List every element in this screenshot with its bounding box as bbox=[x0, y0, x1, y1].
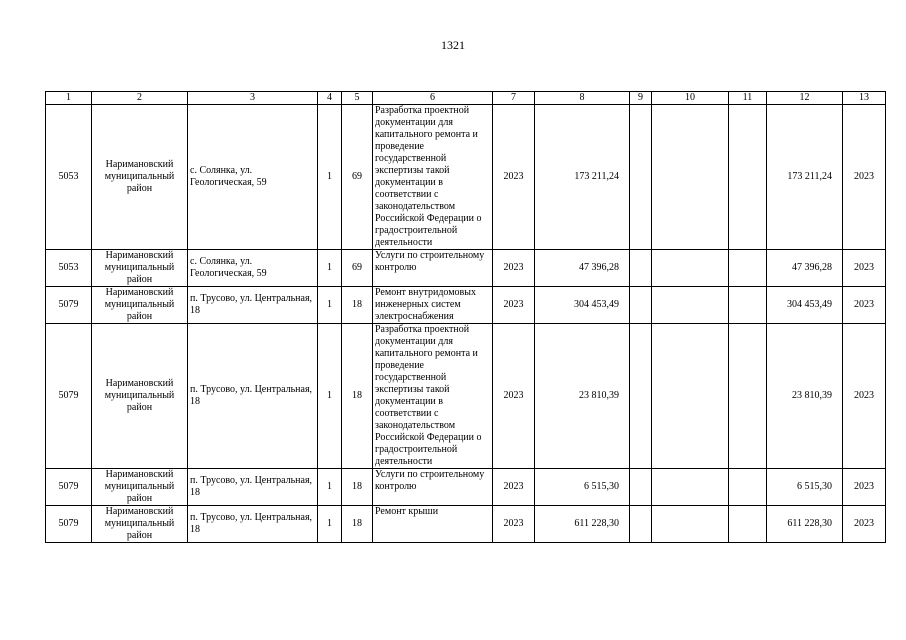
amount-total-cell: 6 515,30 bbox=[767, 469, 843, 506]
col5-cell: 69 bbox=[342, 250, 373, 287]
table-row bbox=[46, 250, 886, 287]
table-row bbox=[46, 469, 886, 506]
amount-total-cell: 47 396,28 bbox=[767, 250, 843, 287]
col4-cell: 1 bbox=[318, 469, 342, 506]
year-cell: 2023 bbox=[493, 287, 535, 324]
column-header: 13 bbox=[843, 92, 886, 105]
district-cell: Наримановский муниципальный район bbox=[92, 250, 188, 287]
column-header: 6 bbox=[373, 92, 493, 105]
amount-cell: 173 211,24 bbox=[535, 105, 630, 250]
col11-cell bbox=[729, 287, 767, 324]
year-cell: 2023 bbox=[493, 324, 535, 469]
address-cell: п. Трусово, ул. Центральная, 18 bbox=[188, 287, 318, 324]
district-cell: Наримановский муниципальный район bbox=[92, 287, 188, 324]
year-end-cell: 2023 bbox=[843, 250, 886, 287]
work-type-cell: Ремонт внутридомовых инженерных систем электроснабжения bbox=[373, 287, 493, 324]
amount-total-cell: 611 228,30 bbox=[767, 506, 843, 543]
year-end-cell: 2023 bbox=[843, 469, 886, 506]
column-header: 9 bbox=[630, 92, 652, 105]
col11-cell bbox=[729, 469, 767, 506]
amount-cell: 23 810,39 bbox=[535, 324, 630, 469]
col4-cell: 1 bbox=[318, 287, 342, 324]
address-cell: п. Трусово, ул. Центральная, 18 bbox=[188, 469, 318, 506]
object-id-cell: 5053 bbox=[46, 250, 92, 287]
object-id-cell: 5079 bbox=[46, 324, 92, 469]
amount-total-cell: 23 810,39 bbox=[767, 324, 843, 469]
address-cell: с. Солянка, ул. Геологическая, 59 bbox=[188, 250, 318, 287]
work-type-cell: Услуги по строительному контролю bbox=[373, 250, 493, 287]
year-end-cell: 2023 bbox=[843, 506, 886, 543]
address-cell: п. Трусово, ул. Центральная, 18 bbox=[188, 506, 318, 543]
col5-cell: 18 bbox=[342, 469, 373, 506]
object-id-cell: 5079 bbox=[46, 506, 92, 543]
col10-cell bbox=[652, 506, 729, 543]
data-table bbox=[45, 91, 886, 543]
column-header: 3 bbox=[188, 92, 318, 105]
column-header: 12 bbox=[767, 92, 843, 105]
year-end-cell: 2023 bbox=[843, 324, 886, 469]
col5-cell: 18 bbox=[342, 506, 373, 543]
col9-cell bbox=[630, 250, 652, 287]
column-header: 8 bbox=[535, 92, 630, 105]
col10-cell bbox=[652, 105, 729, 250]
col9-cell bbox=[630, 287, 652, 324]
column-header: 10 bbox=[652, 92, 729, 105]
district-cell: Наримановский муниципальный район bbox=[92, 469, 188, 506]
col11-cell bbox=[729, 506, 767, 543]
column-header: 5 bbox=[342, 92, 373, 105]
col9-cell bbox=[630, 469, 652, 506]
col10-cell bbox=[652, 250, 729, 287]
col9-cell bbox=[630, 324, 652, 469]
table-row bbox=[46, 105, 886, 250]
amount-total-cell: 173 211,24 bbox=[767, 105, 843, 250]
work-type-cell: Разработка проектной документации для капитального ремонта и проведение государственной экспертизы такой документации в соответствии с законодательством Российской Федерации о градостроительной деятельности bbox=[373, 105, 493, 250]
column-header: 11 bbox=[729, 92, 767, 105]
year-cell: 2023 bbox=[493, 469, 535, 506]
col11-cell bbox=[729, 105, 767, 250]
year-cell: 2023 bbox=[493, 105, 535, 250]
year-cell: 2023 bbox=[493, 506, 535, 543]
col11-cell bbox=[729, 324, 767, 469]
table-row bbox=[46, 324, 886, 469]
col4-cell: 1 bbox=[318, 324, 342, 469]
work-type-cell: Услуги по строительному контролю bbox=[373, 469, 493, 506]
col9-cell bbox=[630, 506, 652, 543]
work-type-cell: Ремонт крыши bbox=[373, 506, 493, 543]
district-cell: Наримановский муниципальный район bbox=[92, 324, 188, 469]
table-row bbox=[46, 287, 886, 324]
amount-total-cell: 304 453,49 bbox=[767, 287, 843, 324]
column-header: 7 bbox=[493, 92, 535, 105]
col5-cell: 18 bbox=[342, 287, 373, 324]
object-id-cell: 5079 bbox=[46, 287, 92, 324]
col10-cell bbox=[652, 324, 729, 469]
col4-cell: 1 bbox=[318, 105, 342, 250]
object-id-cell: 5079 bbox=[46, 469, 92, 506]
district-cell: Наримановский муниципальный район bbox=[92, 105, 188, 250]
col9-cell bbox=[630, 105, 652, 250]
amount-cell: 304 453,49 bbox=[535, 287, 630, 324]
year-end-cell: 2023 bbox=[843, 105, 886, 250]
column-header: 1 bbox=[46, 92, 92, 105]
col5-cell: 69 bbox=[342, 105, 373, 250]
year-end-cell: 2023 bbox=[843, 287, 886, 324]
col10-cell bbox=[652, 287, 729, 324]
amount-cell: 611 228,30 bbox=[535, 506, 630, 543]
amount-cell: 47 396,28 bbox=[535, 250, 630, 287]
page-number: 1321 bbox=[441, 38, 465, 52]
col10-cell bbox=[652, 469, 729, 506]
year-cell: 2023 bbox=[493, 250, 535, 287]
col11-cell bbox=[729, 250, 767, 287]
col4-cell: 1 bbox=[318, 506, 342, 543]
column-header: 2 bbox=[92, 92, 188, 105]
district-cell: Наримановский муниципальный район bbox=[92, 506, 188, 543]
column-header: 4 bbox=[318, 92, 342, 105]
work-type-cell: Разработка проектной документации для капитального ремонта и проведение государственной экспертизы такой документации в соответствии с законодательством Российской Федерации о градостроительной деятельности bbox=[373, 324, 493, 469]
address-cell: п. Трусово, ул. Центральная, 18 bbox=[188, 324, 318, 469]
col4-cell: 1 bbox=[318, 250, 342, 287]
column-number-row bbox=[46, 92, 886, 105]
col5-cell: 18 bbox=[342, 324, 373, 469]
object-id-cell: 5053 bbox=[46, 105, 92, 250]
amount-cell: 6 515,30 bbox=[535, 469, 630, 506]
address-cell: с. Солянка, ул. Геологическая, 59 bbox=[188, 105, 318, 250]
table-row bbox=[46, 506, 886, 543]
